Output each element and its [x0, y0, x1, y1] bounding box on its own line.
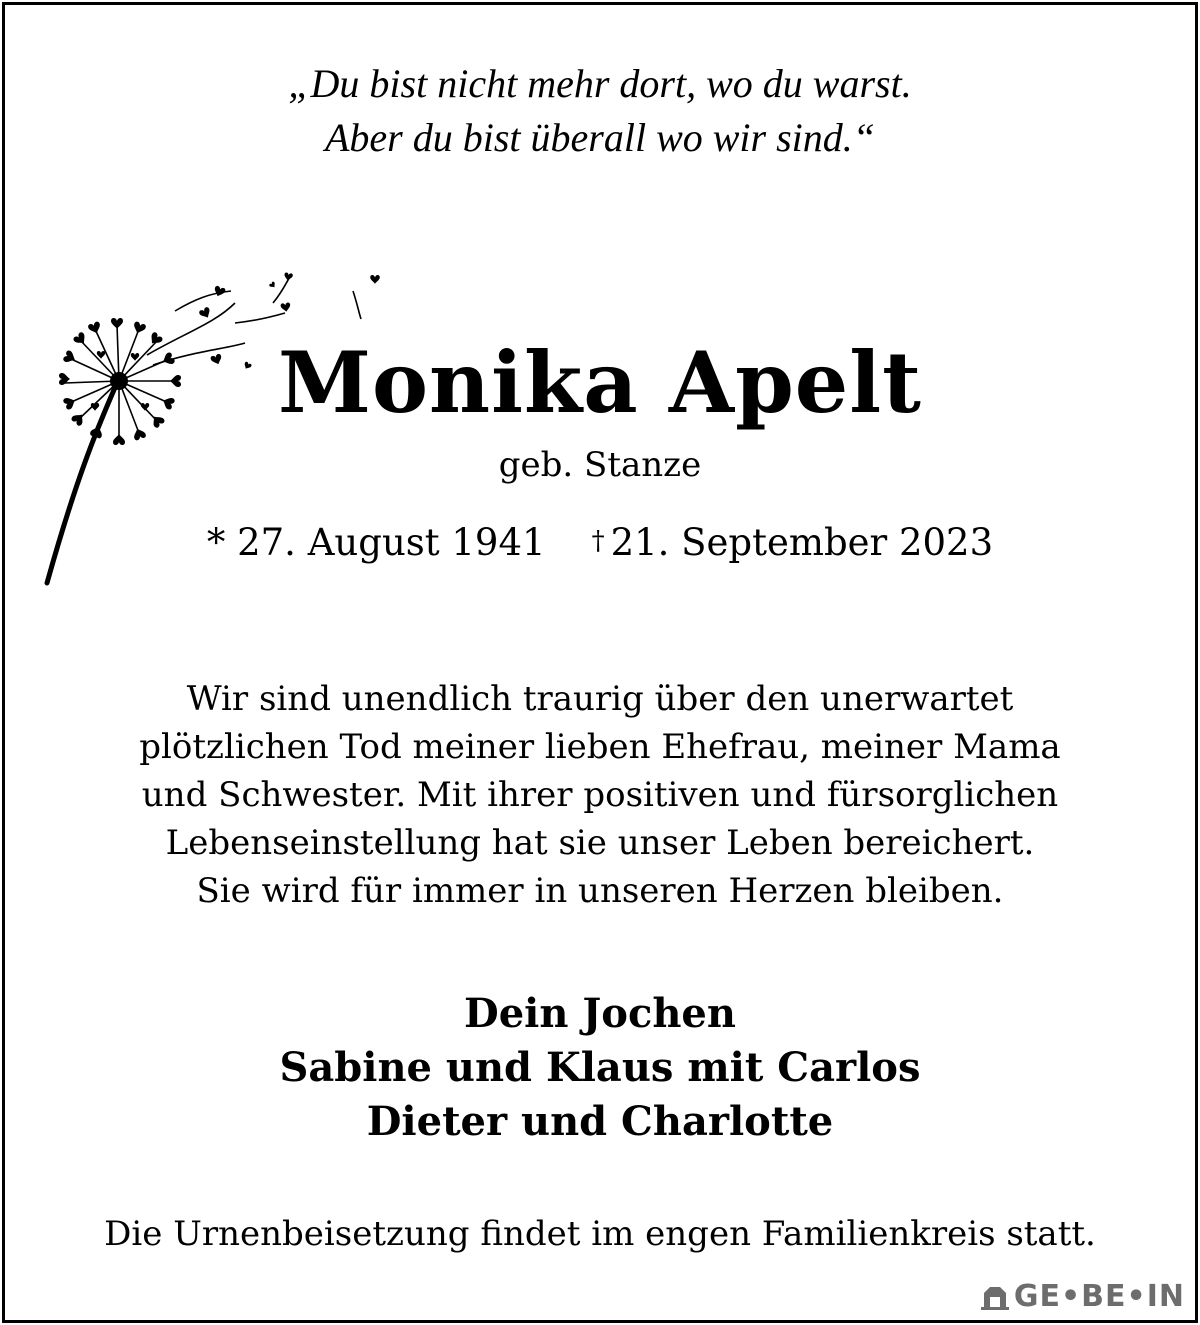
signer: Sabine und Klaus mit Carlos: [279, 1044, 921, 1091]
gebein-logo: [980, 1279, 1185, 1314]
signers: [5, 987, 1195, 1149]
signer: Dieter und Charlotte: [366, 1098, 834, 1145]
burial-notice: Die Urnenbeisetzung findet im engen Familienkreis statt.: [104, 1214, 1096, 1254]
logo-text: GE•BE•IN: [1013, 1279, 1185, 1314]
message-line: Sie wird für immer in unseren Herzen bleiben.: [196, 871, 1004, 911]
quote: [5, 57, 1195, 165]
signer: Dein Jochen: [464, 990, 736, 1037]
message-line: Lebenseinstellung hat sie unser Leben bereichert.: [165, 823, 1035, 863]
maiden-name: geb. Stanze: [498, 445, 702, 485]
message-line: und Schwester. Mit ihrer positiven und fürsorglichen: [141, 775, 1059, 815]
quote-line-1: „Du bist nicht mehr dort, wo du warst.: [288, 61, 912, 106]
life-dates: [95, 515, 1105, 569]
quote-line-2: Aber du bist überall wo wir sind.“: [324, 115, 876, 160]
gebein-logo-icon: [980, 1283, 1010, 1311]
death-date: 21. September 2023: [610, 521, 994, 564]
dagger-icon: †: [591, 526, 605, 556]
condolence-message: [5, 675, 1195, 915]
message-line: Wir sind unendlich traurig über den unerwartet: [186, 679, 1014, 719]
birth-date: * 27. August 1941: [206, 521, 546, 564]
message-line: plötzlichen Tod meiner lieben Ehefrau, meiner Mama: [139, 727, 1061, 767]
deceased-name: Monika Apelt: [278, 333, 922, 432]
obituary-card: [2, 2, 1198, 1323]
